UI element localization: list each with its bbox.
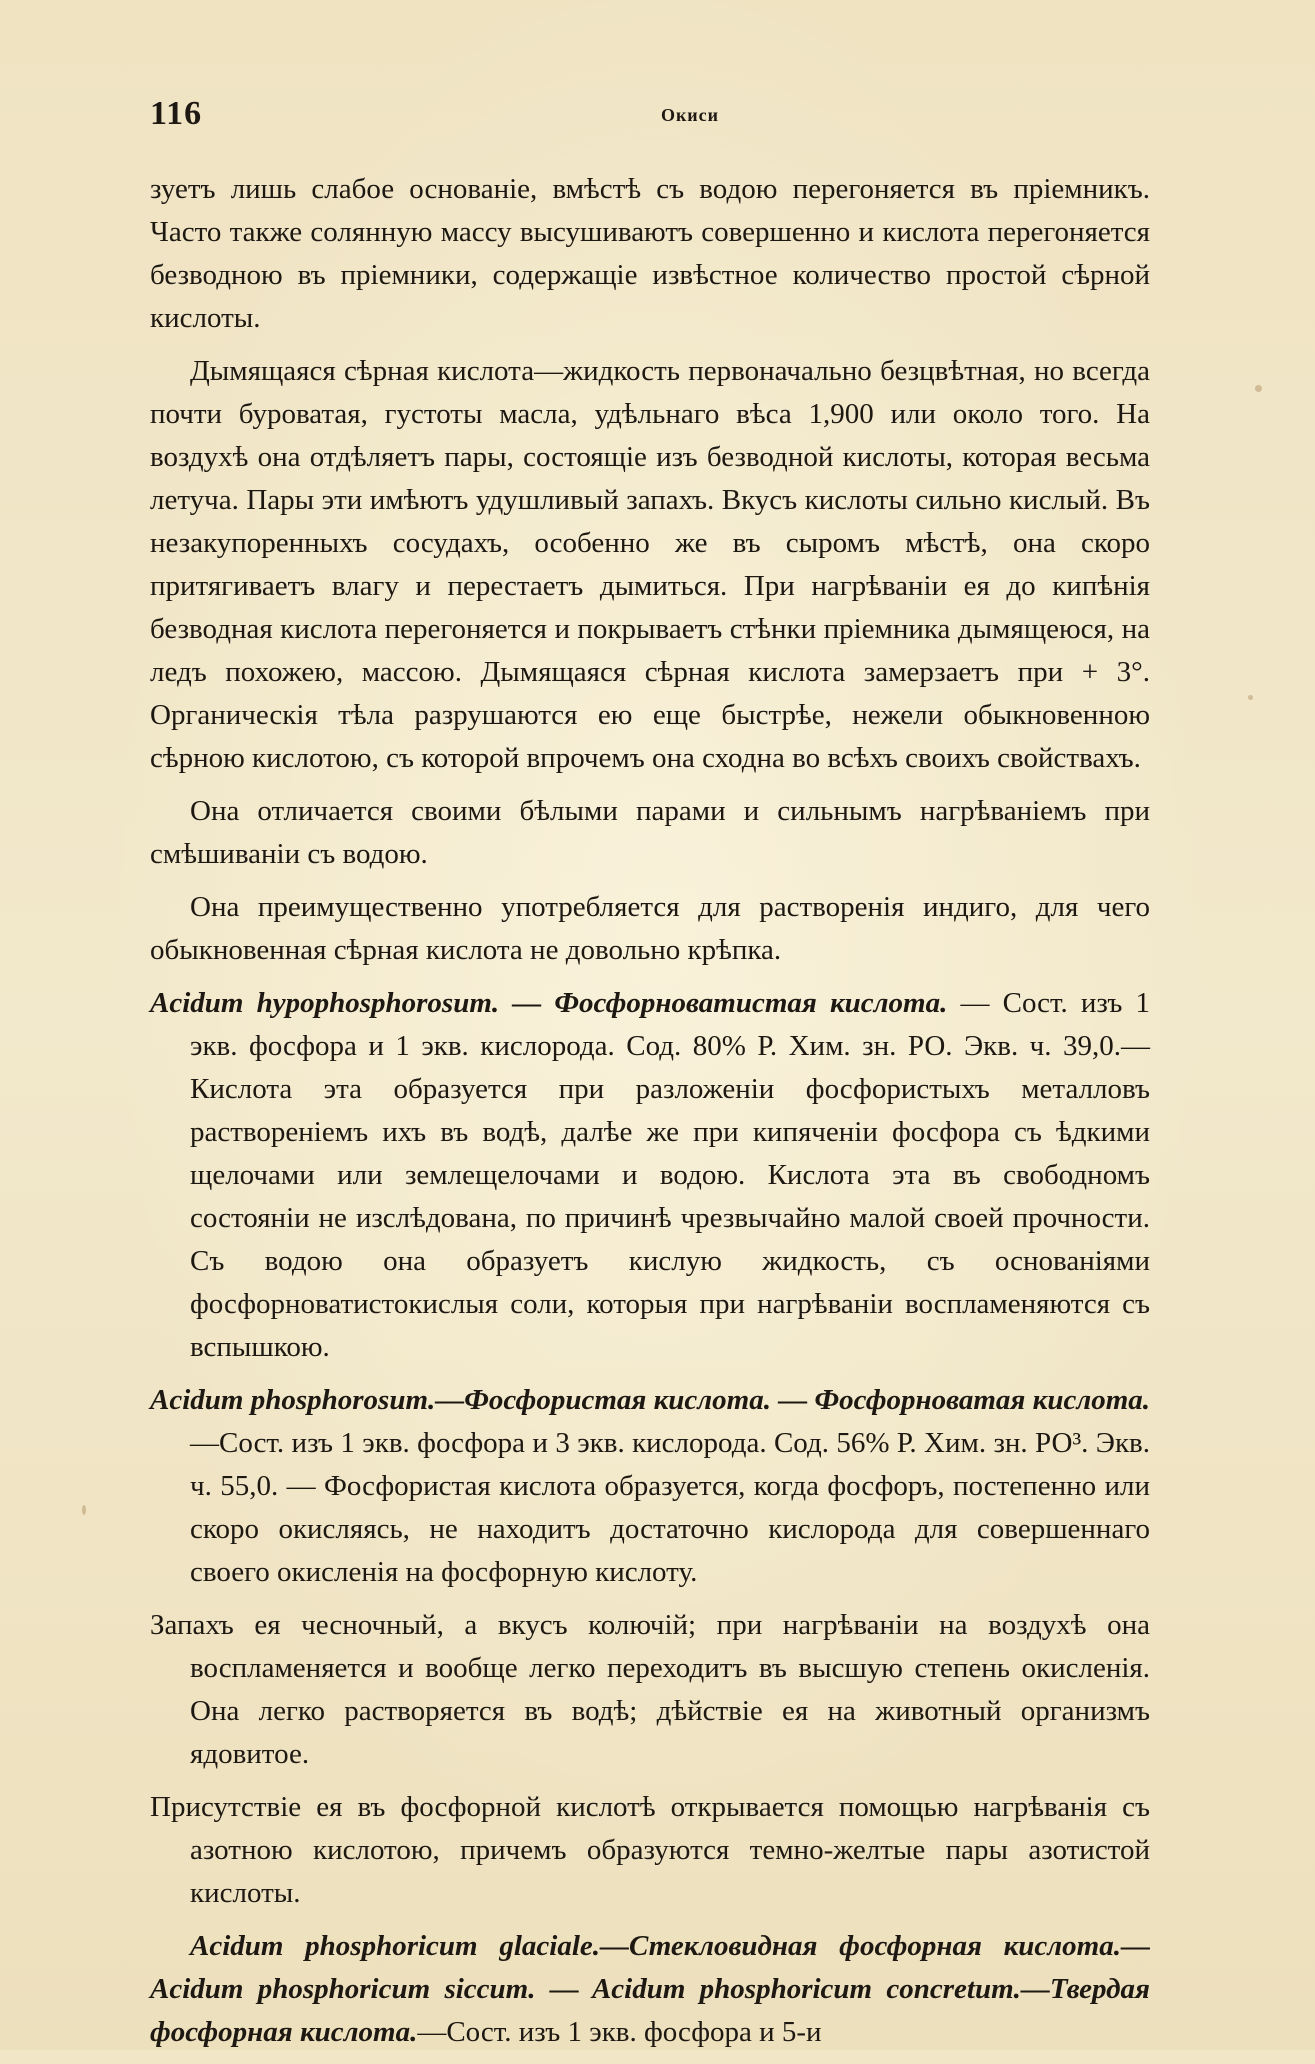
entry-paragraph (150, 1379, 1150, 1594)
paragraph: Она преимущественно употребляется для растворенія индиго, для чего обыкновенная сѣрная кислота не довольно крѣпка. (150, 891, 1150, 966)
ink-stain (1248, 695, 1253, 700)
entry-title: Acidum phosphorosum.—Фосфористая кислота. — Фосфорноватая кислота. (150, 1384, 1151, 1416)
paragraph: Запахъ ея чесночный, а вкусъ колючій; при нагрѣваніи на воздухѣ она воспламеняется и вообще легко переходитъ въ высшую степень окисленія. Она легко растворяется въ водѣ; дѣйствіе ея на животный организмъ ядовитое. (150, 1609, 1150, 1770)
text-body (150, 168, 1150, 2064)
running-head (150, 95, 1150, 135)
ink-stain (82, 1505, 86, 1515)
page-number: 116 (150, 95, 203, 132)
paragraph: Присутствіе ея въ фосфорной кислотѣ открывается помощью нагрѣванія съ азотною кислотою, причемъ образуются темно-желтые пары азотистой кислоты. (150, 1791, 1150, 1909)
entry-text: —Сост. изъ 1 экв. фосфора и 5-и (417, 2016, 822, 2048)
running-title: Окиси (660, 105, 720, 125)
paragraph: Дымящаяся сѣрная кислота—жидкость первоначально безцвѣтная, но всегда почти буроватая, густоты масла, удѣльнаго вѣса 1,900 или около того. На воздухѣ она отдѣляетъ пары, состоящіе изъ безводной кислоты, которая весьма летуча. Пары эти имѣютъ удушливый запахъ. Вкусъ кислоты сильно кислый. Въ незакупоренныхъ сосудахъ, особенно же въ сыромъ мѣстѣ, она скоро притягиваетъ влагу и перестаетъ дымиться. При нагрѣваніи ея до кипѣнія безводная кислота перегоняется и покрываетъ стѣнки пріемника дымящеюся, на ледъ похожею, массою. Дымящаяся сѣрная кислота замерзаетъ при + 3°. Органическія тѣла разрушаются ею еще быстрѣе, нежели обыкновенною сѣрною кислотою, съ которой впрочемъ она сходна во всѣхъ своихъ свойствахъ. (150, 355, 1150, 774)
entry-paragraph (150, 1925, 1150, 2054)
paragraph: зуетъ лишь слабое основаніе, вмѣстѣ съ водою перегоняется въ пріемникъ. Часто также солянную массу высушиваютъ совершенно и кислота перегоняется безводною въ пріемники, содержащіе извѣстное количество простой сѣрной кислоты. (150, 173, 1150, 334)
paragraph: Она отличается своими бѣлыми парами и сильнымъ нагрѣваніемъ при смѣшиваніи съ водою. (150, 795, 1150, 870)
entry-title: Acidum phosphoricum glaciale.—Стекловидная фосфорная кислота.—Acidum phosphoricum siccum. — Acidum phosphoricum concretum.—Твердая фосфорная кислота. (150, 1930, 1150, 2048)
entry-paragraph (150, 982, 1150, 1369)
entry-title: Acidum hypophosphorosum. — Фосфорноватистая кислота. (150, 987, 948, 1019)
ink-stain (1255, 385, 1262, 392)
entry-text: — Сост. изъ 1 экв. фосфора и 1 экв. кислорода. Сод. 80% Р. Хим. зн. РО. Экв. ч. 39,0.—Кислота эта образуется при разложеніи фосфористыхъ металловъ раствореніемъ ихъ въ водѣ, далѣе же при кипяченіи фосфора съ ѣдкими щелочами или землещелочами и водою. Кислота эта въ свободномъ состояніи не изслѣдована, по причинѣ чрезвычайно малой своей прочности. Съ водою она образуетъ кислую жидкость, съ основаніями фосфорноватистокислыя соли, которыя при нагрѣваніи воспламеняются съ вспышкою. (190, 987, 1150, 1363)
entry-text: —Сост. изъ 1 экв. фосфора и 3 экв. кислорода. Сод. 56% Р. Хим. зн. РО³. Экв. ч. 55,0. — Фосфористая кислота образуется, когда фосфоръ, постепенно или скоро окисляясь, не находитъ достаточно кислорода для совершеннаго своего окисленія на фосфорную кислоту. (190, 1427, 1150, 1588)
